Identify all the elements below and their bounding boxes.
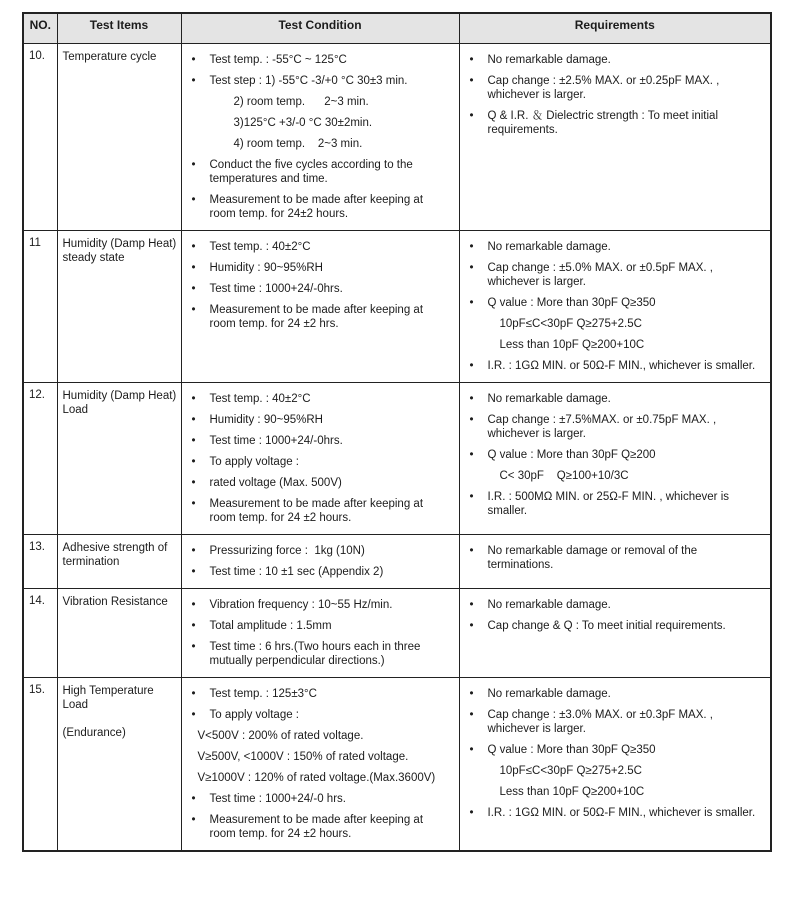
test-item-text: Load [62,698,89,711]
requirement-text: No remarkable damage. [487,53,611,66]
requirement-text: I.R. : 1GΩ MIN. or 50Ω-F MIN., whichever is smaller. [487,806,756,819]
requirement-bullet-line [470,490,763,518]
header-test-items: Test Items [57,13,181,43]
bullet-icon: • [191,240,196,253]
cell-requirements [459,677,771,851]
requirement-bullet-line [470,544,763,572]
requirement-text: No remarkable damage or removal of the terminations. [487,544,701,571]
test-item-text: Temperature cycle [62,50,157,63]
condition-bullet-line [192,74,451,88]
requirement-bullet-line [470,392,763,406]
requirement-text: Q value : More than 30pF Q≥350 [487,296,656,309]
bullet-icon [192,116,210,130]
cell-row-number: 12. [23,382,57,534]
requirement-text: Cap change : ±2.5% MAX. or ±0.25pF MAX. , whichever is larger. [487,74,723,101]
bullet-icon: • [469,74,474,87]
table-row [23,43,771,230]
requirement-sub-line [470,469,763,483]
condition-text: Test temp. : 125±3°C [209,687,317,700]
test-item-text: Humidity (Damp Heat) [62,389,177,402]
requirement-sub-line [470,785,763,799]
test-item-text: steady state [62,251,125,264]
cell-requirements [459,382,771,534]
bullet-icon: • [191,303,196,316]
condition-sub-line [192,116,451,130]
cell-requirements [459,43,771,230]
condition-sub-line [192,95,451,109]
table-header-row [23,13,771,43]
condition-text: 2) room temp. 2~3 min. [233,95,369,108]
condition-sub-line [192,750,451,764]
bullet-icon: • [191,792,196,805]
condition-bullet-line [192,413,451,427]
condition-text: Measurement to be made after keeping at room temp. for 24 ±2 hours. [209,813,427,840]
test-item-text: Load [62,403,89,416]
requirement-bullet-line [470,74,763,102]
requirement-bullet-line [470,619,763,633]
requirement-sub-line [470,317,763,331]
requirement-text: 10pF≤C<30pF Q≥275+2.5C [499,317,642,330]
bullet-icon: • [191,74,196,87]
table-body [23,43,771,851]
condition-bullet-line [192,497,451,525]
requirement-text: C< 30pF Q≥100+10/3C [499,469,629,482]
test-spec-table [22,12,772,852]
requirement-bullet-line [470,806,763,820]
cell-row-number: 11 [23,230,57,382]
bullet-icon: • [469,544,474,557]
header-no: NO. [23,13,57,43]
requirement-text: Cap change : ±3.0% MAX. or ±0.3pF MAX. , whichever is larger. [487,708,717,735]
requirement-text: No remarkable damage. [487,598,611,611]
test-item-text: (Endurance) [62,726,126,739]
cell-test-condition [181,230,459,382]
requirement-text: 10pF≤C<30pF Q≥275+2.5C [499,764,642,777]
bullet-icon: • [469,109,474,122]
cell-test-condition [181,534,459,588]
bullet-icon: • [469,743,474,756]
bullet-icon: • [469,261,474,274]
bullet-icon: • [191,544,196,557]
cell-row-number: 15. [23,677,57,851]
bullet-icon: • [191,413,196,426]
condition-bullet-line [192,303,451,331]
bullet-icon: • [469,413,474,426]
condition-bullet-line [192,619,451,633]
condition-sub-line [192,137,451,151]
bullet-icon: • [469,392,474,405]
cell-requirements [459,534,771,588]
cell-test-item [57,43,181,230]
bullet-icon: • [191,392,196,405]
condition-text: Measurement to be made after keeping at room temp. for 24 ±2 hrs. [209,303,427,330]
condition-text: Test temp. : 40±2°C [209,240,311,253]
bullet-icon [192,137,210,151]
requirement-text: No remarkable damage. [487,392,611,405]
condition-bullet-line [192,565,451,579]
bullet-icon: • [191,193,196,206]
condition-bullet-line [192,813,451,841]
condition-text: Test step : 1) -55°C -3/+0 °C 30±3 min. [209,74,408,87]
condition-bullet-line [192,261,451,275]
condition-text: Test temp. : -55°C ~ 125°C [209,53,347,66]
condition-text: 3)125°C +3/-0 °C 30±2min. [233,116,373,129]
condition-sub-line [192,771,451,785]
requirement-bullet-line [470,359,763,373]
bullet-icon: • [469,448,474,461]
cell-test-item [57,382,181,534]
bullet-icon: • [469,296,474,309]
bullet-icon [470,338,488,352]
requirement-bullet-line [470,743,763,757]
header-test-condition: Test Condition [181,13,459,43]
cell-test-condition [181,43,459,230]
condition-text: To apply voltage : [209,455,300,468]
requirement-text: Cap change : ±7.5%MAX. or ±0.75pF MAX. , whichever is larger. [487,413,720,440]
condition-text: To apply voltage : [209,708,300,721]
requirement-bullet-line [470,53,763,67]
requirement-text: Less than 10pF Q≥200+10C [499,785,645,798]
bullet-icon: • [191,619,196,632]
requirement-text: Cap change : ±5.0% MAX. or ±0.5pF MAX. , whichever is larger. [487,261,717,288]
condition-text: 4) room temp. 2~3 min. [233,137,363,150]
requirement-text: I.R. : 1GΩ MIN. or 50Ω-F MIN., whichever is smaller. [487,359,756,372]
bullet-icon [192,95,210,109]
condition-bullet-line [192,544,451,558]
test-item-text: Humidity (Damp Heat) [62,237,177,250]
requirement-sub-line [470,338,763,352]
bullet-icon: • [469,490,474,503]
test-item-text: Adhesive strength of [62,541,168,554]
condition-text: Vibration frequency : 10~55 Hz/min. [209,598,393,611]
requirement-text: No remarkable damage. [487,687,611,700]
condition-text: Test time : 1000+24/-0hrs. [209,434,343,447]
condition-bullet-line [192,687,451,701]
cell-test-condition [181,588,459,677]
test-item-text: Vibration Resistance [62,595,168,608]
bullet-icon: • [191,813,196,826]
condition-bullet-line [192,193,451,221]
requirement-bullet-line [470,448,763,462]
condition-bullet-line [192,598,451,612]
cell-test-condition [181,677,459,851]
requirement-text: Q & I.R. ＆ Dielectric strength : To meet initial requirements. [487,109,722,136]
bullet-icon: • [191,565,196,578]
bullet-icon: • [469,687,474,700]
requirement-bullet-line [470,261,763,289]
condition-bullet-line [192,240,451,254]
condition-bullet-line [192,434,451,448]
cell-test-item [57,588,181,677]
requirement-text: I.R. : 500MΩ MIN. or 25Ω-F MIN. , whichever is smaller. [487,490,733,517]
condition-text: Total amplitude : 1.5mm [209,619,332,632]
condition-text: Test time : 6 hrs.(Two hours each in three mutually perpendicular directions.) [209,640,424,667]
table-row [23,677,771,851]
condition-bullet-line [192,282,451,296]
bullet-icon [470,469,488,483]
requirement-bullet-line [470,109,763,137]
cell-requirements [459,230,771,382]
table-row [23,382,771,534]
condition-text: Pressurizing force : 1kg (10N) [209,544,365,557]
condition-bullet-line [192,476,451,490]
requirement-text: Cap change & Q : To meet initial requirements. [487,619,726,632]
condition-text: V<500V : 200% of rated voltage. [197,729,364,742]
requirement-text: Q value : More than 30pF Q≥200 [487,448,656,461]
requirement-bullet-line [470,708,763,736]
bullet-icon: • [191,455,196,468]
bullet-icon: • [469,240,474,253]
bullet-icon: • [191,497,196,510]
condition-bullet-line [192,392,451,406]
bullet-icon: • [191,261,196,274]
bullet-icon: • [469,359,474,372]
condition-bullet-line [192,53,451,67]
requirement-bullet-line [470,687,763,701]
condition-sub-line [192,729,451,743]
bullet-icon: • [191,476,196,489]
condition-text: Conduct the five cycles according to the temperatures and time. [209,158,416,185]
condition-text: Humidity : 90~95%RH [209,413,323,426]
bullet-icon: • [191,282,196,295]
condition-bullet-line [192,792,451,806]
bullet-icon: • [191,158,196,171]
cell-row-number: 14. [23,588,57,677]
test-item-text [63,712,178,726]
condition-text: V≥500V, <1000V : 150% of rated voltage. [197,750,409,763]
condition-text: rated voltage (Max. 500V) [209,476,342,489]
test-item-text: termination [62,555,120,568]
bullet-icon: • [191,640,196,653]
bullet-icon: • [469,53,474,66]
header-requirements: Requirements [459,13,771,43]
test-item-text: High Temperature [62,684,154,697]
condition-text: Test temp. : 40±2°C [209,392,311,405]
bullet-icon: • [191,598,196,611]
table-row [23,534,771,588]
requirement-sub-line [470,764,763,778]
requirement-text: No remarkable damage. [487,240,611,253]
cell-test-item [57,230,181,382]
cell-row-number: 13. [23,534,57,588]
bullet-icon [470,317,488,331]
condition-bullet-line [192,640,451,668]
cell-test-item [57,677,181,851]
bullet-icon: • [191,434,196,447]
condition-text: Humidity : 90~95%RH [209,261,323,274]
bullet-icon: • [469,806,474,819]
cell-requirements [459,588,771,677]
bullet-icon: • [191,687,196,700]
condition-text: Test time : 1000+24/-0hrs. [209,282,343,295]
requirement-text: Q value : More than 30pF Q≥350 [487,743,656,756]
requirement-bullet-line [470,240,763,254]
condition-bullet-line [192,708,451,722]
requirement-text: Less than 10pF Q≥200+10C [499,338,645,351]
condition-text: Test time : 1000+24/-0 hrs. [209,792,346,805]
bullet-icon: • [191,53,196,66]
cell-test-item [57,534,181,588]
table-row [23,588,771,677]
condition-text: Measurement to be made after keeping at room temp. for 24±2 hours. [209,193,427,220]
condition-bullet-line [192,158,451,186]
bullet-icon: • [469,619,474,632]
bullet-icon: • [191,708,196,721]
condition-text: Test time : 10 ±1 sec (Appendix 2) [209,565,384,578]
cell-row-number: 10. [23,43,57,230]
condition-text: Measurement to be made after keeping at room temp. for 24 ±2 hours. [209,497,427,524]
bullet-icon [470,785,488,799]
bullet-icon: • [469,598,474,611]
requirement-bullet-line [470,413,763,441]
table-row [23,230,771,382]
requirement-bullet-line [470,296,763,310]
requirement-bullet-line [470,598,763,612]
bullet-icon: • [469,708,474,721]
condition-bullet-line [192,455,451,469]
bullet-icon [470,764,488,778]
condition-text: V≥1000V : 120% of rated voltage.(Max.3600V) [197,771,436,784]
cell-test-condition [181,382,459,534]
